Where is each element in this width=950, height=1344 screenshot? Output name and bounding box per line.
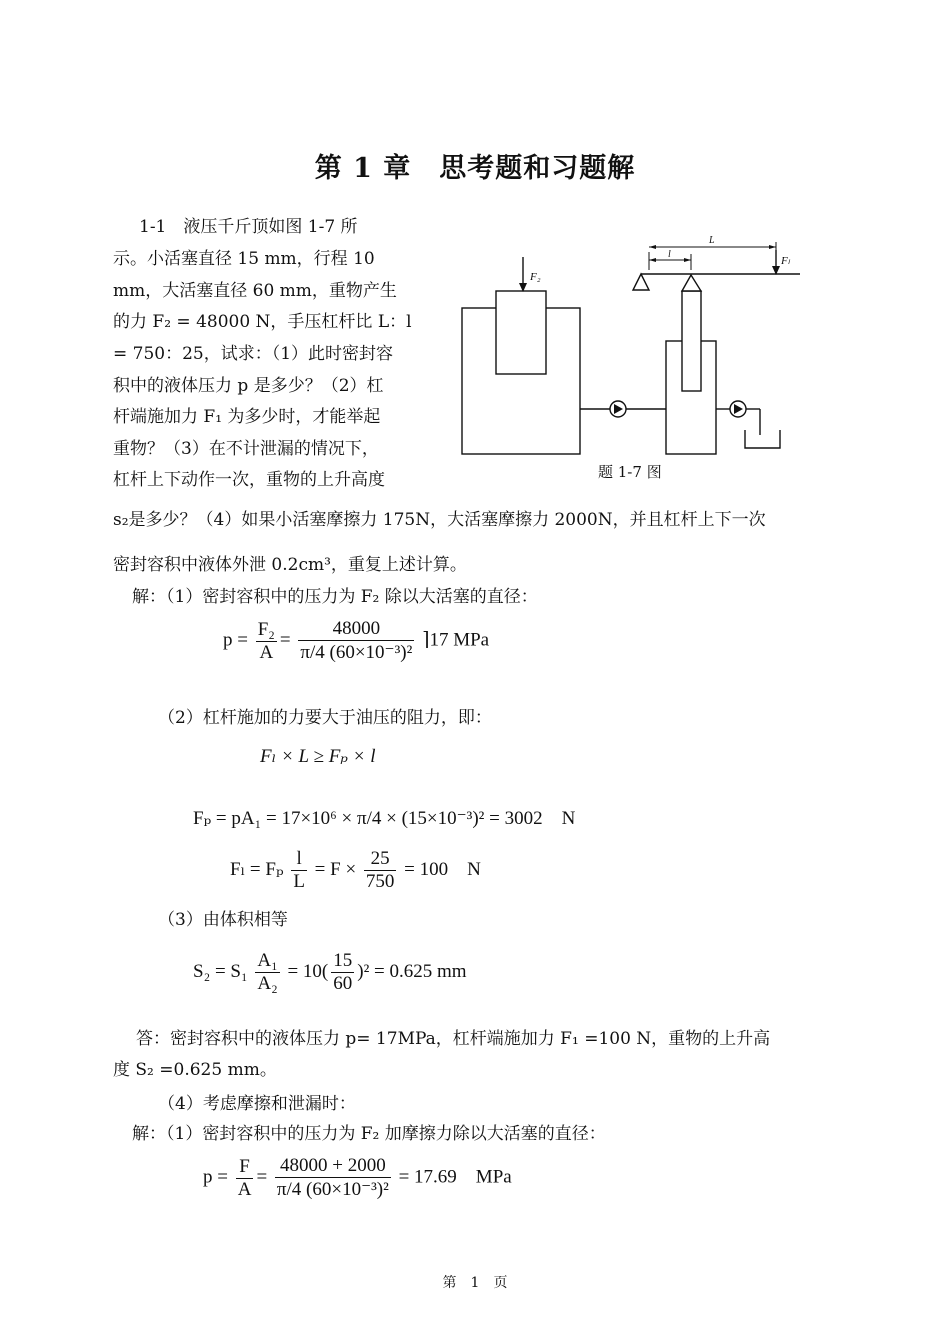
pivot bbox=[633, 274, 649, 290]
problem-line-5: = 750：25，试求：（1）此时密封容 bbox=[113, 344, 394, 364]
problem-line-9: 杠杆上下动作一次，重物的上升高度 bbox=[113, 470, 385, 490]
label-f2: F₂ bbox=[530, 271, 541, 283]
eq4-f1-num: l bbox=[291, 848, 307, 871]
problem-line-11: 密封容积中液体外泄 0.2cm³，重复上述计算。 bbox=[113, 555, 467, 575]
eq6-f1-num: F bbox=[236, 1156, 254, 1179]
equation-5 bbox=[193, 950, 467, 995]
eq5-f1-den: A₂ bbox=[257, 973, 278, 994]
eq5-mid: = 10( bbox=[287, 960, 329, 982]
page-footer: 第 1 页 bbox=[442, 1275, 508, 1291]
problem-line-4: 的力 F₂ = 48000 N，手压杠杆比 L：l bbox=[113, 312, 412, 332]
page-title: 第 1 章 思考题和习题解 bbox=[314, 153, 636, 184]
answer-line-2: 度 S₂ =0.625 mm。 bbox=[113, 1060, 277, 1080]
eq1-f2-den: π/4 (60×10⁻³)² bbox=[300, 642, 413, 663]
problem-line-3: mm，大活塞直径 60 mm，重物产生 bbox=[113, 281, 397, 301]
eq4-lhs: Fₗ = Fₚ bbox=[230, 858, 284, 880]
hydraulic-jack-diagram bbox=[455, 230, 815, 490]
problem-line-1: 1-1 液压千斤顶如图 1-7 所 bbox=[139, 217, 358, 237]
eq6-lhs: p = bbox=[203, 1166, 228, 1188]
eq5-f2-num: 15 bbox=[333, 950, 353, 971]
equation-4 bbox=[230, 848, 481, 893]
eq4-result: = 100 N bbox=[404, 858, 481, 880]
large-piston bbox=[496, 291, 546, 374]
eq6-f2-num: 48000 + 2000 bbox=[275, 1155, 391, 1178]
problem-line-10: s₂是多少？（4）如果小活塞摩擦力 175N，大活塞摩擦力 2000N，并且杠杆上下一次 bbox=[113, 510, 766, 530]
problem-line-7: 杆端施加力 F₁ 为多少时，才能举起 bbox=[113, 407, 381, 427]
eq1-f2-num: 48000 bbox=[298, 618, 414, 641]
solution-step-3: （3）由体积相等 bbox=[158, 910, 288, 930]
oil-tank bbox=[745, 430, 780, 448]
eq5-f1-num: A₁ bbox=[257, 950, 278, 971]
figure-caption: 题 1-7 图 bbox=[598, 463, 662, 481]
eq4-f2-den: 750 bbox=[365, 871, 395, 892]
eq1-f1-num: F₂ bbox=[257, 618, 275, 640]
eq4-f2-num: 25 bbox=[364, 848, 397, 871]
eq1-f1-den: A bbox=[259, 641, 274, 663]
small-piston bbox=[682, 291, 701, 391]
eq6-f2-den: π/4 (60×10⁻³)² bbox=[276, 1179, 389, 1200]
eq6-result: = 17.69 MPa bbox=[398, 1166, 512, 1188]
eq4-mid: = F × bbox=[314, 858, 357, 880]
eq5-f2-den: 60 bbox=[333, 973, 353, 994]
label-l: l bbox=[668, 249, 671, 260]
solution-step-4-sub: 解：（1）密封容积中的压力为 F₂ 加摩擦力除以大活塞的直径： bbox=[132, 1124, 606, 1144]
piston-tip bbox=[682, 275, 701, 291]
eq4-f1-den: L bbox=[293, 871, 305, 892]
eq1-lhs: p = bbox=[223, 629, 248, 651]
problem-line-8: 重物？（3）在不计泄漏的情况下， bbox=[113, 439, 379, 459]
equation-3: Fₚ = pA₁ = 17×10⁶ × π/4 × (15×10⁻³)² = 3002 N bbox=[193, 808, 576, 829]
label-L: L bbox=[709, 235, 715, 246]
equation-1: p = $\frac{\text{F₂}}{A}$ = $\frac{48000}{\text{π/4 (60×10⁻³)²}}$ ⌉17 MPa bbox=[223, 618, 490, 663]
label-fl: Fₗ bbox=[781, 255, 790, 267]
eq5-result: )² = 0.625 mm bbox=[357, 960, 467, 982]
solution-step-2: （2）杠杆施加的力要大于油压的阻力，即： bbox=[158, 708, 492, 728]
solution-step-4: （4）考虑摩擦和泄漏时： bbox=[158, 1094, 356, 1114]
answer-line-1: 答：密封容积中的液体压力 p= 17MPa，杠杆端施加力 F₁ =100 N，重物的上升高 bbox=[136, 1029, 771, 1049]
equation-2: Fₗ × L ≥ Fₚ × l bbox=[260, 746, 376, 767]
solution-step-1: 解：（1）密封容积中的压力为 F₂ 除以大活塞的直径： bbox=[132, 587, 538, 607]
problem-line-6: 积中的液体压力 p 是多少？（2）杠 bbox=[113, 376, 384, 396]
eq5-lhs: S₂ = S₁ bbox=[193, 960, 248, 982]
equation-6: p = $\frac{F}{A}$ = $\frac{48000 + 2000}{\text{π/4 (60×10⁻³)²}}$ = 17.69 MPa bbox=[203, 1155, 512, 1200]
problem-line-2: 示。小活塞直径 15 mm，行程 10 bbox=[113, 249, 375, 269]
eq1-result: ⌉17 MPa bbox=[422, 629, 490, 651]
eq6-f1-den: A bbox=[237, 1178, 252, 1200]
